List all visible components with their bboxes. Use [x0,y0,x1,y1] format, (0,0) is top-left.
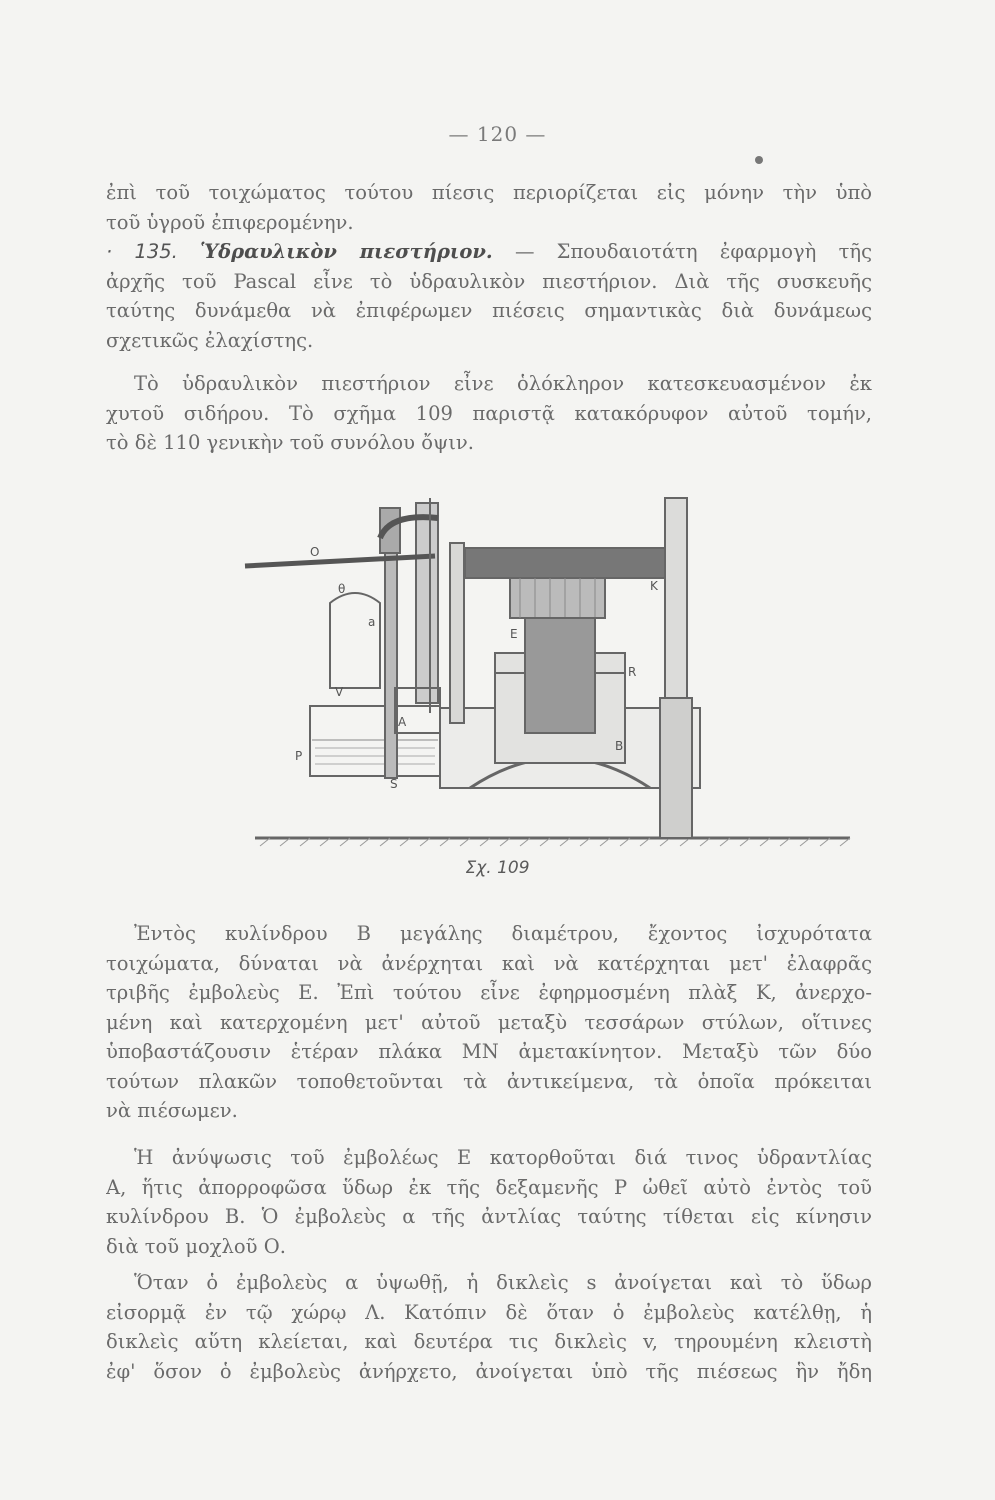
section-number: · 135. [106,240,178,263]
figure-label-theta: θ [338,582,346,596]
figure-label-a: a [368,615,376,629]
ink-dot [755,156,763,164]
text-line: νὰ πιέσωμεν. [106,1099,238,1122]
text-line: Ἡ ἀνύψωσις τοῦ ἐμβολέως Ε κατορθοῦται διά τινος ὑδραντλίας [134,1146,872,1169]
text-line: διὰ τοῦ μοχλοῦ Ο. [106,1234,286,1258]
text-line: Α, ἥτις ἀπορροφῶσα ὕδωρ ἐκ τῆς δεξαμενῆς Ρ ὠθεῖ αὐτὸ ἐντὸς τοῦ [106,1175,872,1199]
page-number: — 120 — [448,122,547,146]
section-title: Ὑδραυλικὸν πιεστήριον. [200,240,493,263]
text-line: ταύτης δυνάμεθα νὰ ἐπιφέρωμεν πιέσεις σημαντικὰς διὰ δυνάμεως [106,299,872,322]
text-line: ἀρχῆς τοῦ Pascal εἶνε τὸ ὑδραυλικὸν πιεστήριον. Διὰ τῆς συσκευῆς [106,269,872,293]
text-line: τούτων πλακῶν τοποθετοῦνται τὰ ἀντικείμενα, τὰ ὁποῖα πρόκειται [106,1069,872,1093]
paragraph-5 [106,1268,872,1386]
text-line: εἰσορμᾷ ἐν τῷ χώρῳ Λ. Κατόπιν δὲ ὅταν ὁ ἐμβολεὺς κατέλθῃ, ἡ [106,1300,872,1324]
section-135 [106,237,872,355]
figure-label-o: O [310,545,320,559]
text-line: Ὅταν ὁ ἐμβολεὺς α ὑψωθῇ, ἡ δικλεὶς s ἀνοίγεται καὶ τὸ ὕδωρ [134,1271,872,1294]
figure-label-s: S [390,777,398,791]
text-line: τοῦ ὑγροῦ ἐπιφερομένην. [106,210,354,234]
figure-label-v: V [335,685,344,699]
text-line: Ἐντὸς κυλίνδρου Β μεγάλης διαμέτρου, ἔχοντος ἰσχυρότατα [134,922,872,945]
text-line: ἐπὶ τοῦ τοιχώματος τούτου πίεσις περιορίζεται εἰς μόνην τὴν ὑπὸ [106,181,872,204]
paragraph-4 [106,1143,872,1261]
text-line: ἐφ' ὅσον ὁ ἐμβολεὺς ἀνήρχετο, ἀνοίγεται ὑπὸ τῆς πιέσεως ἣν ἤδη [106,1359,872,1383]
text-line: χυτοῦ σιδήρου. Τὸ σχῆμα 109 παριστᾷ κατακόρυφον αὐτοῦ τομήν, [106,401,872,425]
figure-label-k: K [650,579,658,593]
text-line: τὸ δὲ 110 γενικὴν τοῦ συνόλου ὄψιν. [106,431,474,454]
figure-label-b: B [615,739,624,753]
figure-label-a-chamber: A [398,715,407,729]
text-line: δικλεὶς αὕτη κλείεται, καὶ δευτέρα τις δικλεὶς v, τηρουμένη κλειστὴ [106,1330,872,1353]
figure-caption: Σχ. 109 [465,858,530,878]
text-line: ὑποβαστάζουσιν ἑτέραν πλάκα ΜΝ ἀμετακίνητον. Μεταξὺ τῶν δύο [106,1040,872,1063]
text-line: σχετικῶς ἐλαχίστης. [106,328,314,352]
text-line: τριβῆς ἐμβολεὺς Ε. Ἐπὶ τούτου εἶνε ἐφηρμοσμένη πλὰξ Κ, ἀνερχο- [106,981,872,1004]
text-line: τοιχώματα, δύναται νὰ ἀνέρχηται καὶ νὰ κατέρχηται μετ' ἐλαφρᾶς [106,951,872,975]
paragraph-top [106,178,872,237]
paragraph-3 [106,919,872,1126]
hydraulic-press-figure [240,478,860,858]
figure-label-r: R [628,665,637,679]
paragraph-2 [106,369,872,458]
text-line: μένη καὶ κατερχομένη μετ' αὐτοῦ μεταξὺ τεσσάρων στύλων, οἵτινες [106,1010,872,1034]
text-line: κυλίνδρου Β. Ὁ ἐμβολεὺς α τῆς ἀντλίας ταύτης τίθεται εἰς κίνησιν [106,1205,872,1228]
text-line: — Σπουδαιοτάτη ἐφαρμογὴ τῆς [514,240,872,263]
figure-label-e: E [510,627,518,641]
figure-label-p: P [295,749,303,763]
text-line: Τὸ ὑδραυλικὸν πιεστήριον εἶνε ὁλόκληρον κατεσκευασμένον ἐκ [134,372,872,395]
